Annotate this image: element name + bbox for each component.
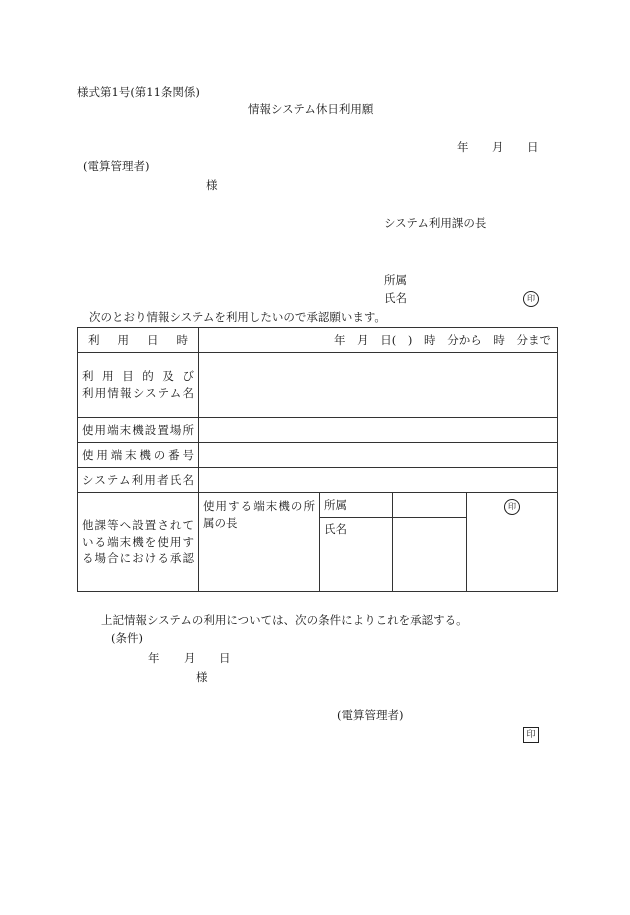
approval-seal — [523, 727, 539, 743]
document-title: 情報システム休日利用願 — [248, 102, 374, 116]
approval-role: (電算管理者) — [337, 708, 404, 722]
date-day: 日 — [527, 140, 539, 154]
terminal-number-field[interactable] — [199, 443, 558, 468]
terminal-owner-head-line1: 使用する端末機の所 — [203, 499, 315, 513]
row-label-other-dept-line3: る場合における承認 — [82, 551, 194, 566]
approval-date-year: 年 — [148, 651, 160, 665]
row-label-other-dept-line2: いる端末機を使用す — [82, 534, 194, 549]
row-label-terminal-location: 使用端末機設置場所 — [78, 418, 199, 443]
approval-honorific: 様 — [196, 670, 208, 684]
terminal-owner-affiliation-field[interactable] — [393, 493, 467, 518]
approval-conditions: (条件) — [111, 631, 143, 645]
date-month: 月 — [492, 140, 504, 154]
row-label-usage-datetime: 利用日時 — [78, 328, 199, 353]
table-row — [78, 353, 558, 418]
approval-date-day: 日 — [219, 651, 231, 665]
applicant-seal — [523, 291, 539, 307]
table-row — [78, 493, 558, 518]
seal-icon: 印 — [523, 727, 539, 743]
table-row — [78, 468, 558, 493]
form-number: 様式第1号(第11条関係) — [77, 85, 200, 99]
terminal-owner-name-label: 氏名 — [320, 518, 393, 592]
row-label-purpose — [78, 353, 199, 418]
terminal-owner-head-line2: 属の長 — [203, 515, 238, 530]
terminal-owner-name-field[interactable] — [393, 518, 467, 592]
applicant-affiliation-label: 所属 — [384, 273, 407, 287]
application-form-table — [77, 327, 558, 592]
approval-text: 上記情報システムの利用については、次の条件によりこれを承認する。 — [101, 613, 468, 627]
terminal-location-field[interactable] — [199, 418, 558, 443]
table-row — [78, 443, 558, 468]
applicant-title: システム利用課の長 — [384, 216, 487, 230]
table-row — [78, 328, 558, 353]
seal-icon: 印 — [523, 291, 539, 307]
row-label-other-dept-approval — [78, 493, 199, 592]
row-label-other-dept-line1: 他課等へ設置されて — [82, 517, 194, 532]
addressee-role: (電算管理者) — [83, 159, 150, 173]
terminal-owner-seal-cell — [467, 493, 558, 592]
row-label-purpose-line1: 利用目的及び — [82, 369, 194, 384]
system-user-name-field[interactable] — [199, 468, 558, 493]
row-label-system-user-name: システム利用者氏名 — [78, 468, 199, 493]
terminal-owner-affiliation-label: 所属 — [320, 493, 393, 518]
row-label-terminal-number: 使用端末機の番号 — [78, 443, 199, 468]
purpose-field[interactable] — [199, 353, 558, 418]
applicant-name-label: 氏名 — [384, 291, 407, 305]
addressee-honorific: 様 — [206, 178, 218, 192]
row-label-purpose-line2: 利用情報システム名 — [82, 386, 194, 400]
intro-text: 次のとおり情報システムを利用したいので承認願います。 — [89, 310, 386, 324]
seal-icon: 印 — [504, 499, 520, 515]
date-year: 年 — [457, 140, 469, 154]
usage-datetime-field[interactable]: 年 月 日( ) 時 分から 時 分まで — [199, 328, 558, 353]
approval-date-month: 月 — [184, 651, 196, 665]
table-row — [78, 418, 558, 443]
terminal-owner-head-label — [199, 493, 320, 592]
